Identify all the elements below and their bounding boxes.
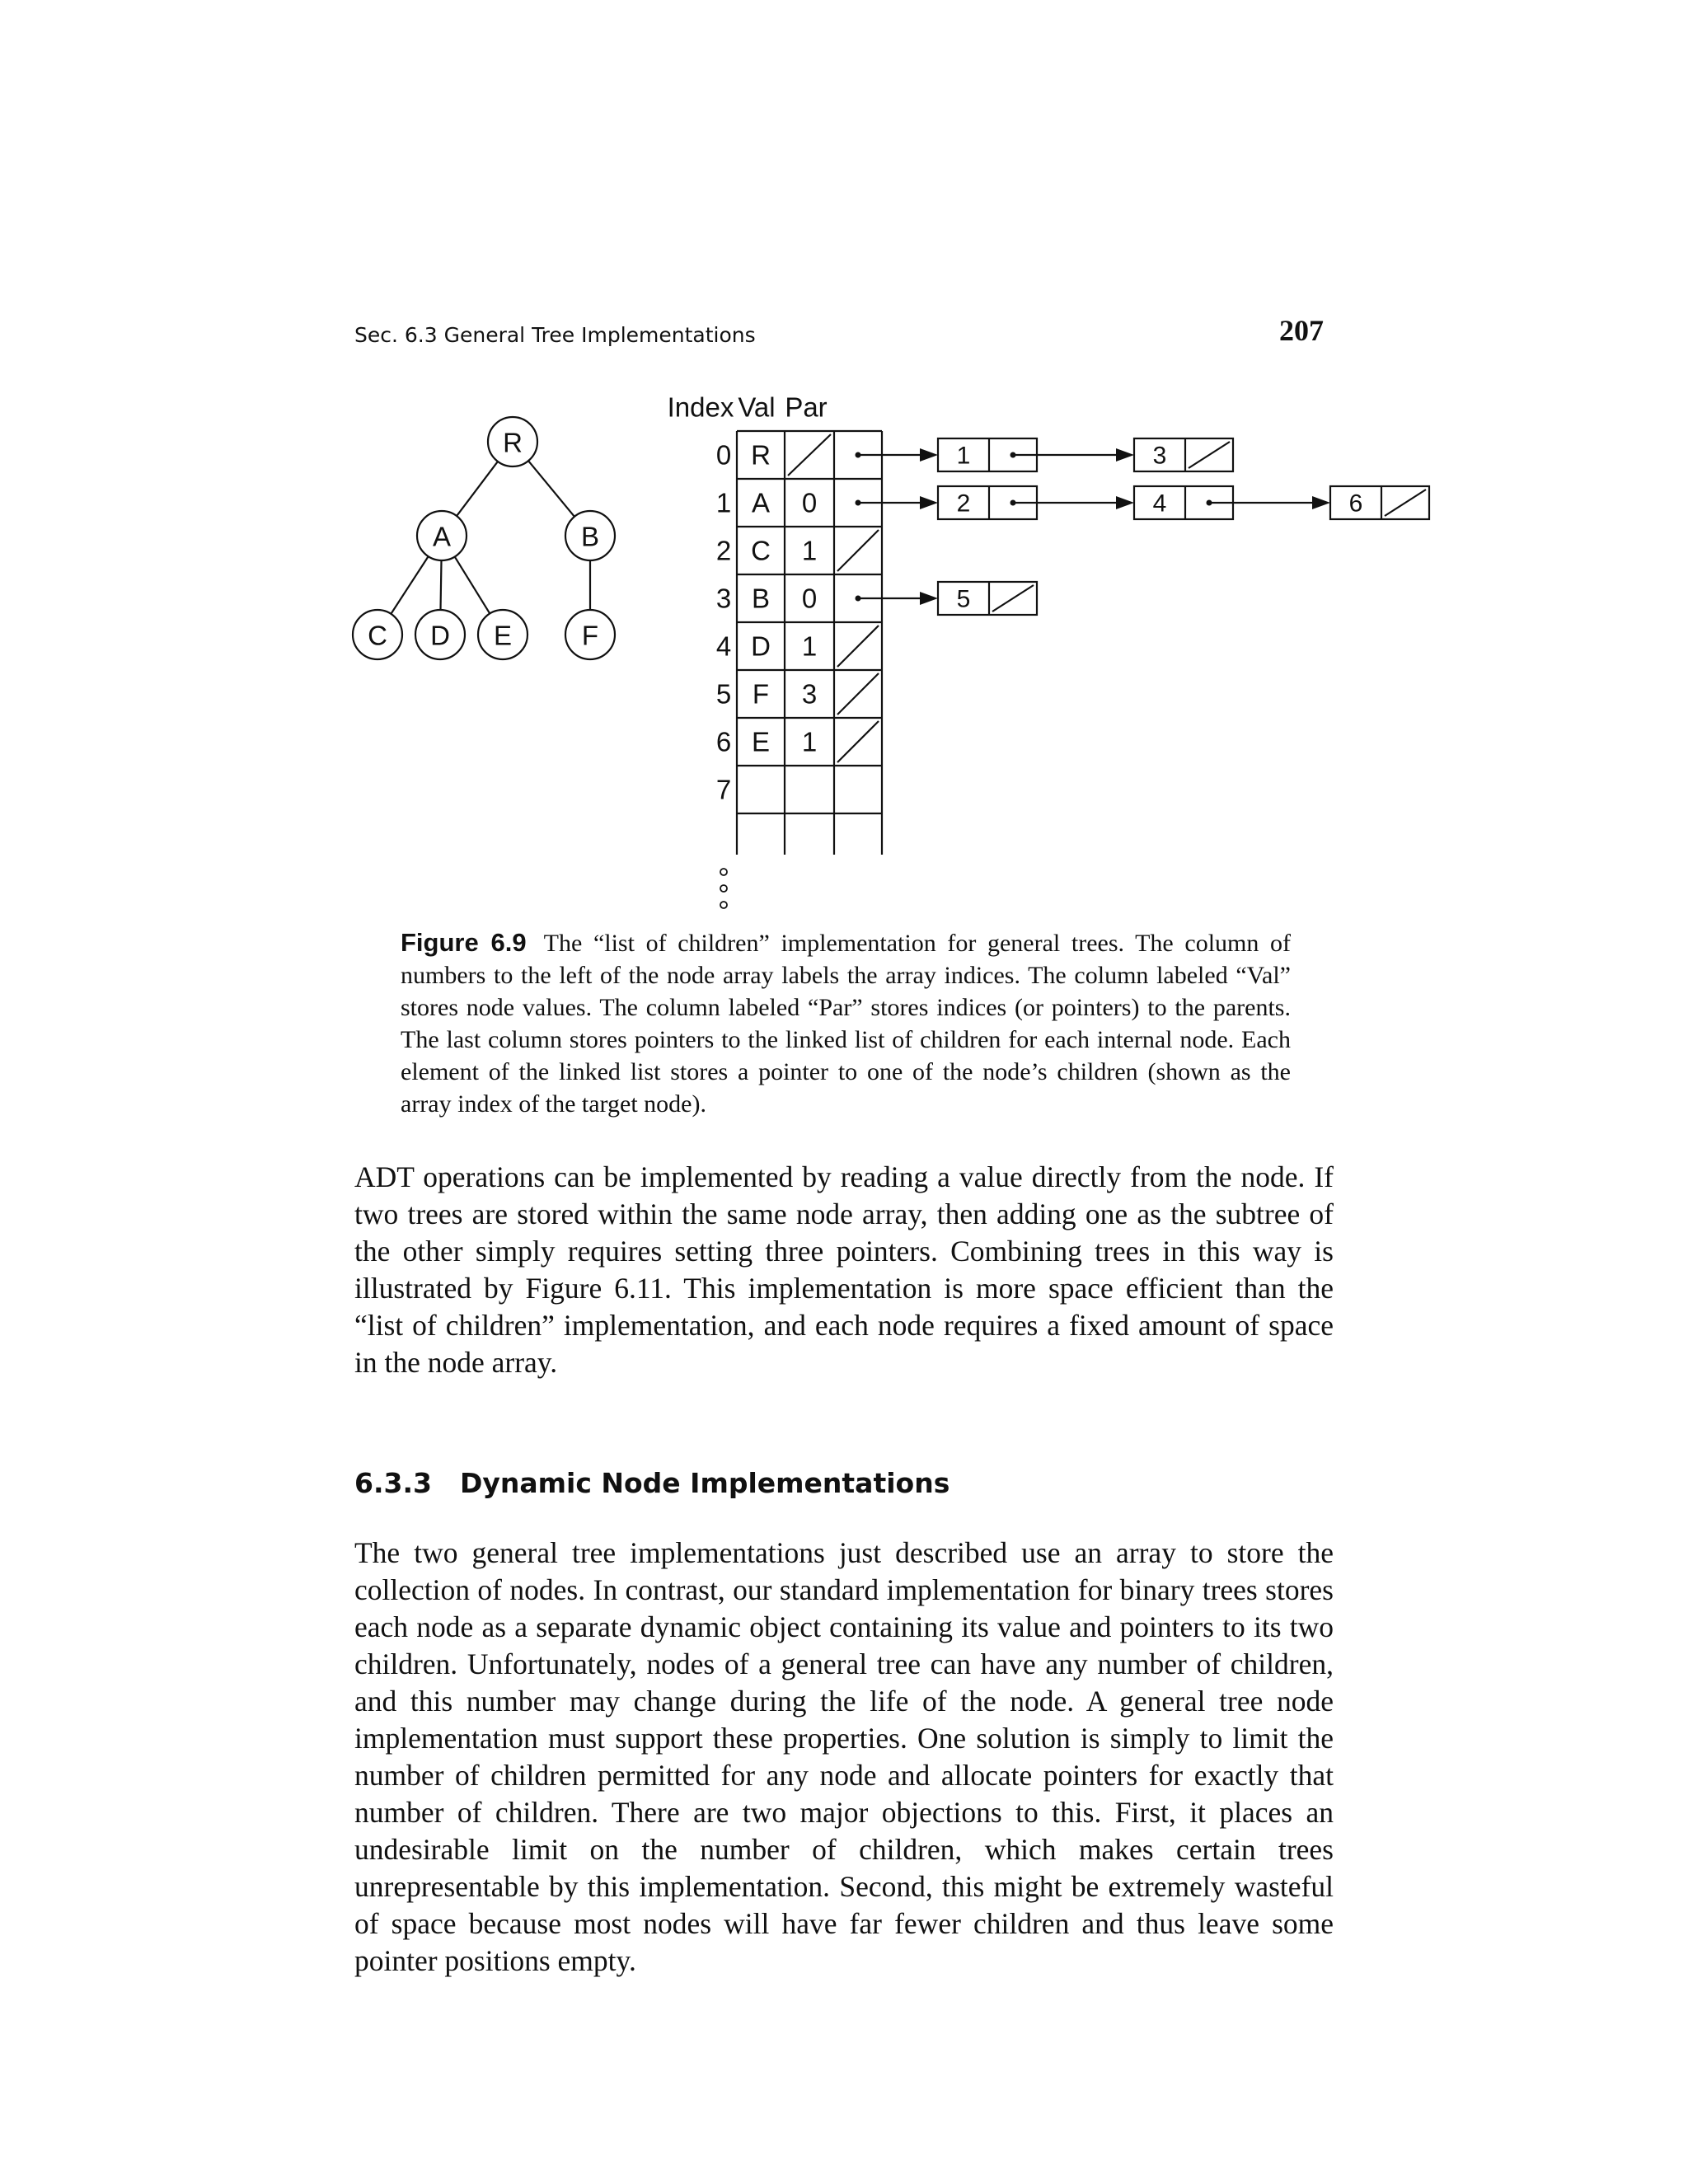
array-index: 1: [715, 487, 732, 518]
section-heading: [354, 1467, 950, 1499]
array-val-B: B: [751, 583, 771, 614]
body-paragraph-2: The two general tree implementations just described use an array to store the collection of nodes. In contrast, our standard implementation for binary trees stores each node as a separate dynamic object containing its value and pointers to its two children. Unfortunately, nodes of a general tree can have any number of children, and this number may change during the life of the node. A general tree node implementation must support these properties. One solution is simply to limit the number of children permitted for any node and allocate pointers for exactly that number of children. There are two major objections to this. First, it places an undesirable limit on the number of children, which makes certain trees unrepresentable by this implementation. Second, this might be extremely wasteful of space because most nodes will have far fewer children and thus leave some pointer positions empty.: [354, 1536, 1334, 1977]
running-head: Sec. 6.3 General Tree Implementations: [354, 323, 756, 347]
list-cell-value-6: 6: [1348, 490, 1363, 518]
table-header-val: Val: [738, 391, 776, 423]
array-par-value: 0: [801, 487, 818, 518]
list-pointer-arrow-3-head: [920, 592, 938, 605]
table-header-par: Par: [785, 391, 828, 423]
list-pointer-arrow-1-head: [920, 496, 938, 509]
array-par-null-slash: [788, 434, 831, 476]
array-val-E: E: [751, 726, 771, 757]
array-val-D: D: [751, 630, 771, 662]
list-next-arrow-2-head: [1116, 496, 1134, 509]
list-cell-value-2: 2: [956, 490, 971, 518]
list-next-arrow-1-head: [1116, 448, 1134, 462]
list-null-slash-6: [1385, 490, 1426, 516]
body-paragraph-1: ADT operations can be implemented by reading a value directly from the node. If two trees are stored within the same node array, then adding one as the subtree of the other simply requires setting three pointers. Combining trees in this way is illustrated by Figure 6.11. This implementation is more space efficient than the “list of children” implementation, and each node requires a fixed amount of space in the node array.: [354, 1160, 1334, 1379]
figure-caption: [401, 926, 1291, 1120]
tree-node-label-R: R: [503, 427, 523, 458]
list-cell-value-5: 5: [956, 585, 971, 613]
array-par-value: 1: [801, 726, 818, 757]
tree-edge-A-C: [391, 556, 428, 614]
array-val-C: C: [751, 535, 771, 566]
array-child-null-slash: [837, 721, 879, 762]
list-null-slash-3: [1189, 442, 1230, 468]
tree-node-label-D: D: [430, 620, 450, 651]
list-cell-3: [1134, 438, 1233, 471]
list-cell-value-3: 3: [1152, 442, 1167, 470]
list-null-slash-5: [992, 585, 1034, 612]
array-val-R: R: [751, 439, 771, 471]
tree-node-label-E: E: [493, 620, 513, 651]
tree-node-label-B: B: [580, 521, 600, 552]
tree-node-label-A: A: [432, 521, 452, 552]
array-index: 7: [715, 774, 732, 805]
array-index: 6: [715, 726, 732, 757]
tree-node-label-F: F: [581, 620, 599, 651]
table-header-index: Index: [667, 391, 734, 423]
figure-caption-text: The “list of children” implementation for general trees. The column of numbers to the left of the node array labels the array indices. The column labeled “Val” stores node values. The column labeled “Par” stores indices (or pointers) to the parents. The last column stores pointers to the linked list of children for each internal node. Each element of the linked list stores a pointer to one of the node’s children (shown as the array index of the target node).: [401, 930, 1291, 1118]
section-number: 6.3.3: [354, 1467, 432, 1499]
array-index: 5: [715, 678, 732, 710]
tree-edge-R-B: [528, 461, 574, 517]
array-par-value: 3: [801, 678, 818, 710]
array-index: 0: [715, 439, 732, 471]
array-val-A: A: [751, 487, 771, 518]
list-pointer-arrow-0-head: [920, 448, 938, 462]
list-next-arrow-4-head: [1312, 496, 1330, 509]
section-title: Dynamic Node Implementations: [459, 1467, 950, 1499]
tree-node-label-C: C: [368, 620, 387, 651]
list-cell-6: [1330, 486, 1429, 519]
array-continuation-dot-1: [720, 885, 727, 892]
array-par-value: 0: [801, 583, 818, 614]
tree-edge-A-D: [440, 560, 441, 610]
array-val-F: F: [752, 678, 770, 710]
list-cell-value-1: 1: [956, 442, 971, 470]
figure-label: Figure 6.9: [401, 928, 527, 957]
array-child-null-slash: [837, 673, 879, 715]
array-index: 3: [715, 583, 732, 614]
array-child-null-slash: [837, 530, 879, 571]
array-continuation-dot-2: [720, 902, 727, 908]
array-par-value: 1: [801, 630, 818, 662]
list-cell-5: [938, 582, 1037, 615]
array-par-value: 1: [801, 535, 818, 566]
tree-edge-A-E: [455, 557, 490, 614]
array-continuation-dot-0: [720, 869, 727, 875]
figure-diagram: [330, 379, 1368, 907]
page-number: 207: [1279, 314, 1324, 347]
figure-6-9: [330, 379, 1368, 907]
array-child-null-slash: [837, 626, 879, 667]
list-cell-value-4: 4: [1152, 490, 1167, 518]
array-index: 4: [715, 630, 732, 662]
tree-edge-R-A: [457, 462, 498, 516]
array-index: 2: [715, 535, 732, 566]
